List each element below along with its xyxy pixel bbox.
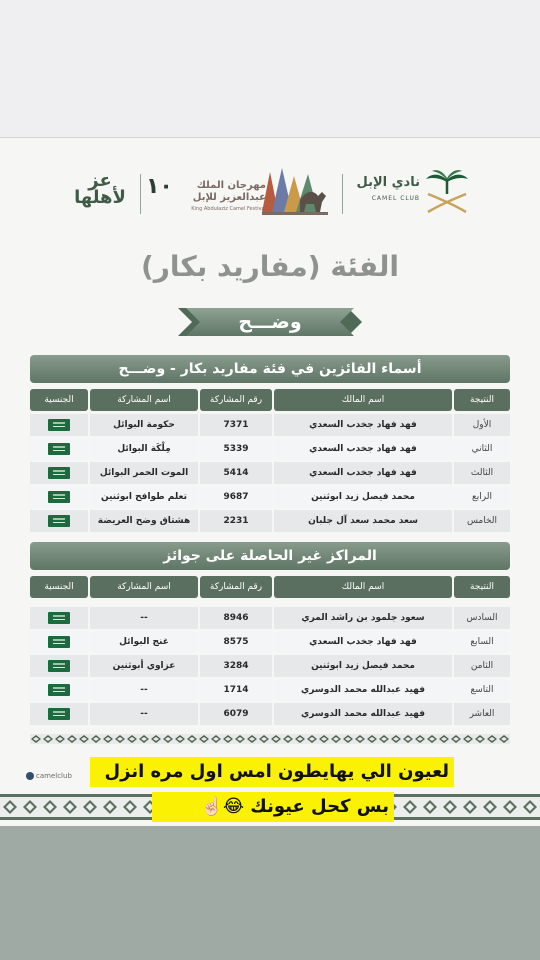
header-rank: النتيجة [454, 576, 510, 598]
handle-text: camelclub [36, 772, 72, 780]
number-cell: 5414 [200, 462, 272, 484]
number-cell: 8575 [200, 631, 272, 653]
participant-cell: -- [90, 679, 198, 701]
rank-cell: الخامس [454, 510, 510, 532]
header-participant: اسم المشاركة [90, 389, 198, 411]
owner-cell: فهد فهاد جخدب السعدي [274, 438, 452, 460]
logo-divider [140, 174, 141, 214]
saudi-flag-icon [48, 443, 70, 455]
rank-cell: الأول [454, 414, 510, 436]
club-name-arabic: نادي الإبل [356, 175, 420, 190]
participant-cell: عزاوي أبوثنين [90, 655, 198, 677]
category-title: الفئة (مفاريد بكار) [140, 250, 399, 283]
table-row [30, 703, 510, 725]
number-cell: 9687 [200, 486, 272, 508]
owner-cell: فهد فهاد جخدب السعدي [274, 631, 452, 653]
nationality-cell [30, 655, 88, 677]
saudi-flag-icon [48, 467, 70, 479]
rank-cell: السابع [454, 631, 510, 653]
rank-cell: الرابع [454, 486, 510, 508]
owner-cell: فهد فهاد جخدب السعدي [274, 462, 452, 484]
header-number: رقم المشاركة [200, 576, 272, 598]
social-icon [26, 772, 34, 780]
number-cell: 7371 [200, 414, 272, 436]
caption-line-2: بس كحل عيونك 😂☝🏻 [152, 792, 394, 822]
owner-cell: فهيد عبدالله محمد الدوسري [274, 679, 452, 701]
number-cell: 2231 [200, 510, 272, 532]
table-row [30, 655, 510, 677]
footer-social-handle [26, 772, 72, 780]
winners-section-title: أسماء الفائزين في فئة مفاريد بكار - وضـــح [30, 355, 510, 383]
saudi-flag-icon [48, 708, 70, 720]
number-cell: 8946 [200, 607, 272, 629]
participant-cell: -- [90, 607, 198, 629]
owner-cell: محمد فيصل زيد ابوثنين [274, 655, 452, 677]
top-blank-bar [0, 0, 540, 138]
logo-divider [342, 174, 343, 214]
owner-cell: محمد فيصل زيد ابوثنين [274, 486, 452, 508]
caption-line-1: لعيون الي يهايطون امس اول مره انزل [90, 757, 454, 787]
owner-cell: سعد محمد سعد آل جلبان [274, 510, 452, 532]
winners-table [30, 414, 510, 534]
non-winners-section-title: المراكز غير الحاصلة على جوائز [30, 542, 510, 570]
number-cell: 6079 [200, 703, 272, 725]
participant-cell: -- [90, 703, 198, 725]
nationality-cell [30, 510, 88, 532]
rank-cell: السادس [454, 607, 510, 629]
saudi-flag-icon [48, 684, 70, 696]
table-row [30, 486, 510, 508]
table-row [30, 462, 510, 484]
rank-cell: التاسع [454, 679, 510, 701]
saudi-flag-icon [48, 491, 70, 503]
saudi-flag-icon [48, 612, 70, 624]
rank-cell: العاشر [454, 703, 510, 725]
participant-cell: تعلم طوافح ابوثنين [90, 486, 198, 508]
rank-cell: الثاني [454, 438, 510, 460]
nationality-cell [30, 438, 88, 460]
club-name [357, 176, 421, 205]
nationality-cell [30, 462, 88, 484]
table-row [30, 414, 510, 436]
palm-swords-icon [424, 168, 470, 218]
owner-cell: فهد فهاد جخدب السعدي [274, 414, 452, 436]
number-cell: 1714 [200, 679, 272, 701]
slogan-logo: عز لأهلها [74, 170, 126, 208]
results-poster [0, 138, 540, 826]
header-nationality: الجنسية [30, 576, 88, 598]
number-cell: 3284 [200, 655, 272, 677]
bottom-background [0, 826, 540, 960]
festival-emblem-icon [256, 166, 332, 218]
non-winners-table [30, 607, 510, 727]
header-nationality: الجنسية [30, 389, 88, 411]
participant-cell: مِلْكَة البوائل [90, 438, 198, 460]
nationality-cell [30, 631, 88, 653]
header-owner: اسم المالك [274, 576, 452, 598]
table-row [30, 631, 510, 653]
table-row [30, 679, 510, 701]
participant-cell: غنج البوائل [90, 631, 198, 653]
saudi-flag-icon [48, 660, 70, 672]
camel-name: وضـــح [238, 311, 302, 333]
festival-name-english: King Abdulaziz Camel Festival [191, 206, 266, 212]
nationality-cell [30, 607, 88, 629]
header-rank: النتيجة [454, 389, 510, 411]
participant-cell: هشتاق وضح العريضة [90, 510, 198, 532]
nationality-cell [30, 703, 88, 725]
festival-name-arabic: مهرجان الملك عبدالعزيز للإبل [192, 180, 266, 203]
winners-header-row [30, 389, 510, 411]
rank-cell: الثامن [454, 655, 510, 677]
saudi-flag-icon [48, 636, 70, 648]
non-winners-header-row [30, 576, 510, 598]
table-row [30, 510, 510, 532]
sadu-pattern-strip [30, 734, 510, 744]
table-row [30, 438, 510, 460]
table-row [30, 607, 510, 629]
header-participant: اسم المشاركة [90, 576, 198, 598]
nationality-cell [30, 414, 88, 436]
saudi-flag-icon [48, 419, 70, 431]
participant-cell: الموت الحمر البوائل [90, 462, 198, 484]
logos-row [70, 162, 470, 232]
nationality-cell [30, 679, 88, 701]
saudi-flag-icon [48, 515, 70, 527]
edition-number: ١٠ [146, 174, 173, 199]
number-cell: 5339 [200, 438, 272, 460]
header-number: رقم المشاركة [200, 389, 272, 411]
owner-cell: فهيد عبدالله محمد الدوسري [274, 703, 452, 725]
rank-cell: الثالث [454, 462, 510, 484]
participant-cell: حكومة البوائل [90, 414, 198, 436]
header-owner: اسم المالك [274, 389, 452, 411]
owner-cell: سعود جلمود بن راشد المري [274, 607, 452, 629]
club-name-english: CAMEL CLUB [371, 195, 420, 202]
nationality-cell [30, 486, 88, 508]
